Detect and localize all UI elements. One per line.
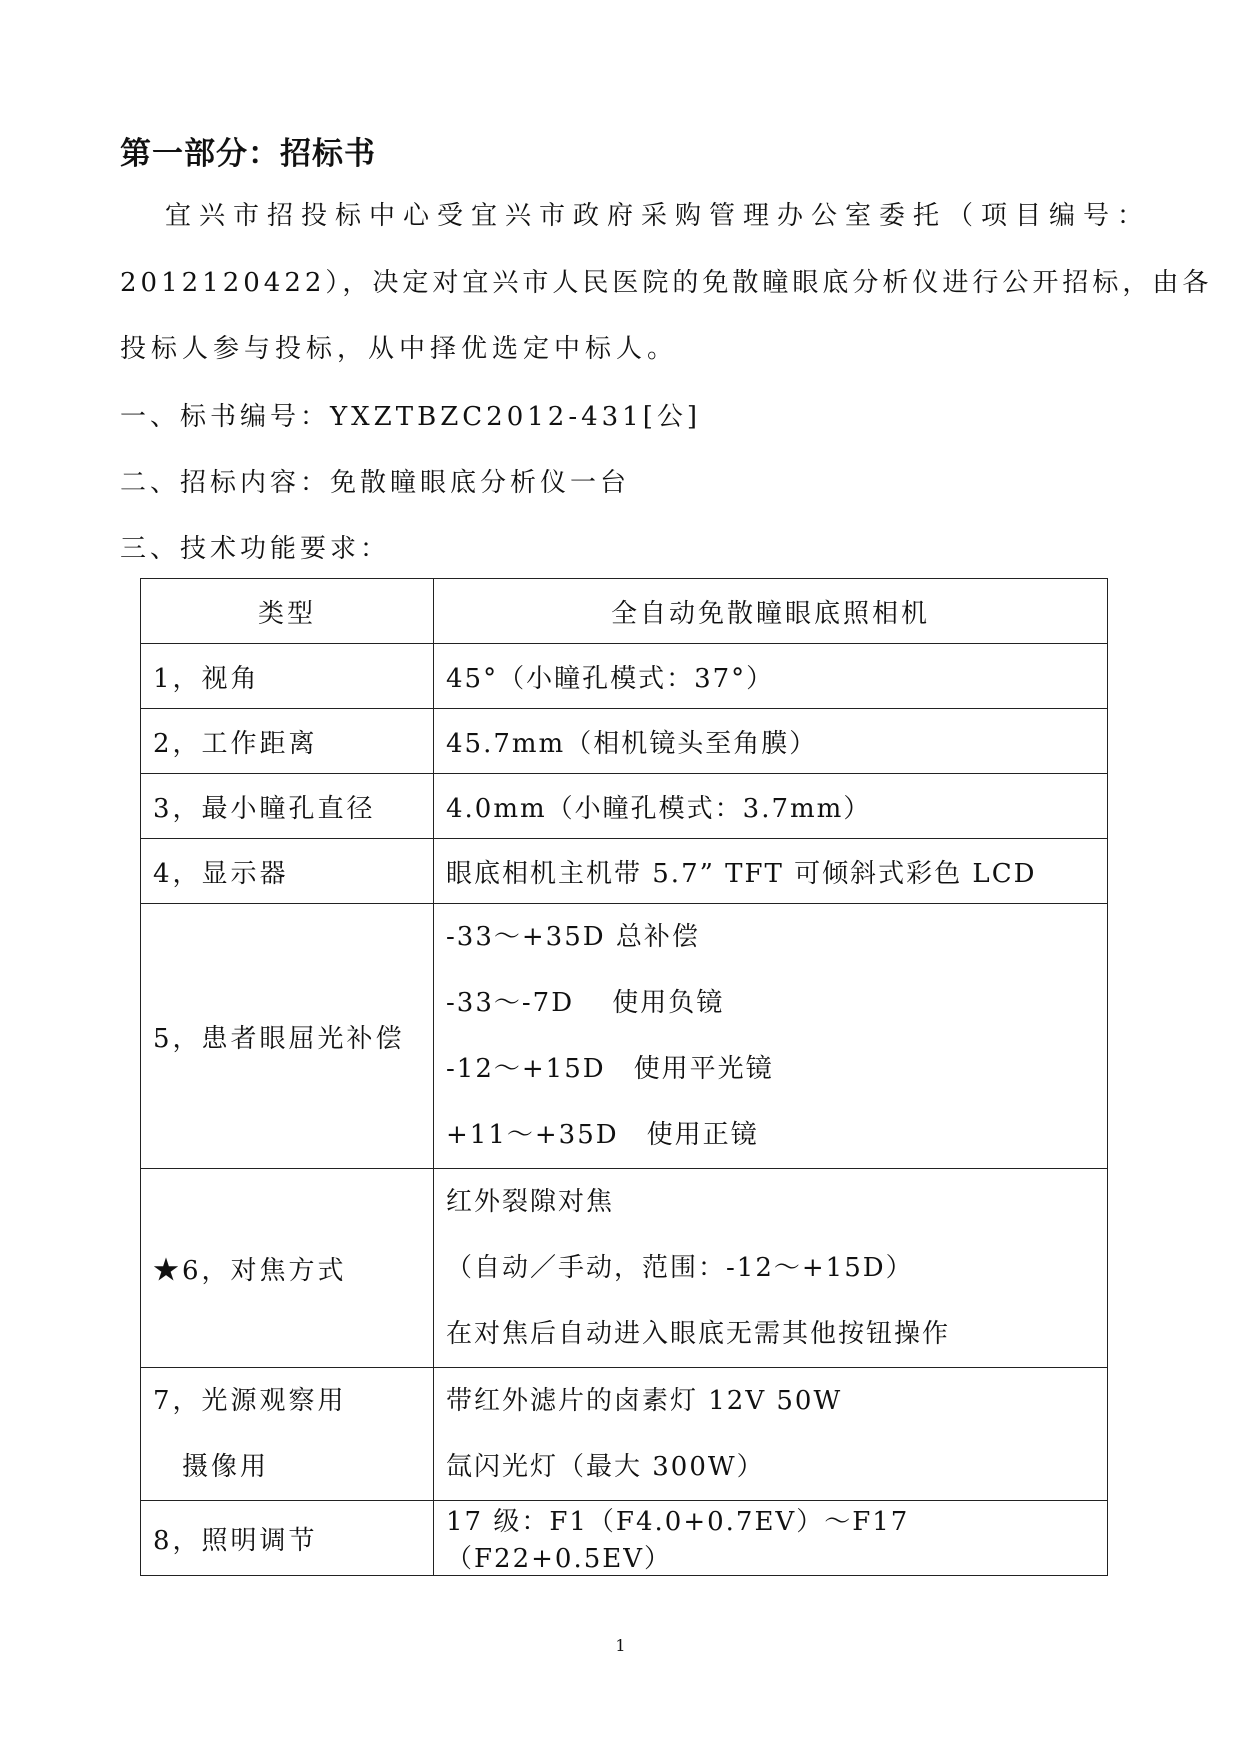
table-row — [141, 1501, 1108, 1576]
spec-value-line: （自动／手动，范围：-12～+15D） — [446, 1253, 914, 1283]
spec-label-line: 摄像用 — [153, 1452, 270, 1482]
spec-label: 3，最小瞳孔直径 — [141, 774, 434, 839]
table-row — [141, 904, 1108, 1169]
spec-label-line: 7，光源观察用 — [153, 1386, 347, 1416]
spec-label: 2，工作距离 — [141, 709, 434, 774]
intro-line-2: 2012120422），决定对宜兴市人民医院的免散瞳眼底分析仪进行公开招标，由各 — [120, 268, 1213, 298]
spec-value — [434, 1169, 1108, 1368]
section-heading: 第一部分：招标书 — [120, 136, 376, 172]
page-number: 1 — [615, 1636, 626, 1655]
intro-line-1: 宜兴市招投标中心受宜兴市政府采购管理办公室委托（项目编号： — [165, 201, 1152, 231]
tender-number-item: 一、标书编号：YXZTBZC2012-431[公] — [120, 402, 702, 432]
spec-table — [140, 578, 1108, 1576]
spec-value-line: -12～+15D 使用平光镜 — [446, 1054, 774, 1084]
spec-label: ★6，对焦方式 — [141, 1169, 434, 1368]
header-model-cell: 全自动免散瞳眼底照相机 — [434, 579, 1108, 644]
spec-value-line: -33～-7D 使用负镜 — [446, 988, 725, 1018]
spec-label — [141, 1368, 434, 1501]
spec-label: 1，视角 — [141, 644, 434, 709]
tender-content-item: 二、招标内容：免散瞳眼底分析仪一台 — [120, 468, 631, 498]
header-type-cell: 类型 — [141, 579, 434, 644]
spec-value-line: 氙闪光灯（最大 300W） — [446, 1452, 765, 1482]
spec-value-line: 带红外滤片的卤素灯 12V 50W — [446, 1386, 843, 1416]
spec-value-line: 红外裂隙对焦 — [446, 1187, 615, 1217]
technical-requirements-item: 三、技术功能要求： — [120, 534, 391, 564]
spec-value: 45°（小瞳孔模式：37°） — [434, 644, 1108, 709]
spec-label: 4，显示器 — [141, 839, 434, 904]
spec-value: 4.0mm（小瞳孔模式：3.7mm） — [434, 774, 1108, 839]
table-row — [141, 709, 1108, 774]
intro-line-3: 投标人参与投标，从中择优选定中标人。 — [120, 334, 679, 364]
spec-value-line: 在对焦后自动进入眼底无需其他按钮操作 — [446, 1319, 951, 1349]
spec-value — [434, 1368, 1108, 1501]
table-header-row — [141, 579, 1108, 644]
table-row — [141, 1169, 1108, 1368]
table-row — [141, 1368, 1108, 1501]
spec-value-line: -33～+35D 总补偿 — [446, 922, 700, 952]
spec-value-line: +11～+35D 使用正镜 — [446, 1120, 759, 1150]
spec-value: 45.7mm（相机镜头至角膜） — [434, 709, 1108, 774]
spec-value: 眼底相机主机带 5.7” TFT 可倾斜式彩色 LCD — [434, 839, 1108, 904]
spec-label: 8，照明调节 — [141, 1501, 434, 1576]
table-row — [141, 774, 1108, 839]
spec-value: 17 级：F1（F4.0+0.7EV）～F17（F22+0.5EV） — [434, 1501, 1108, 1576]
spec-label: 5，患者眼屈光补偿 — [141, 904, 434, 1169]
table-row — [141, 644, 1108, 709]
table-row — [141, 839, 1108, 904]
spec-value — [434, 904, 1108, 1169]
